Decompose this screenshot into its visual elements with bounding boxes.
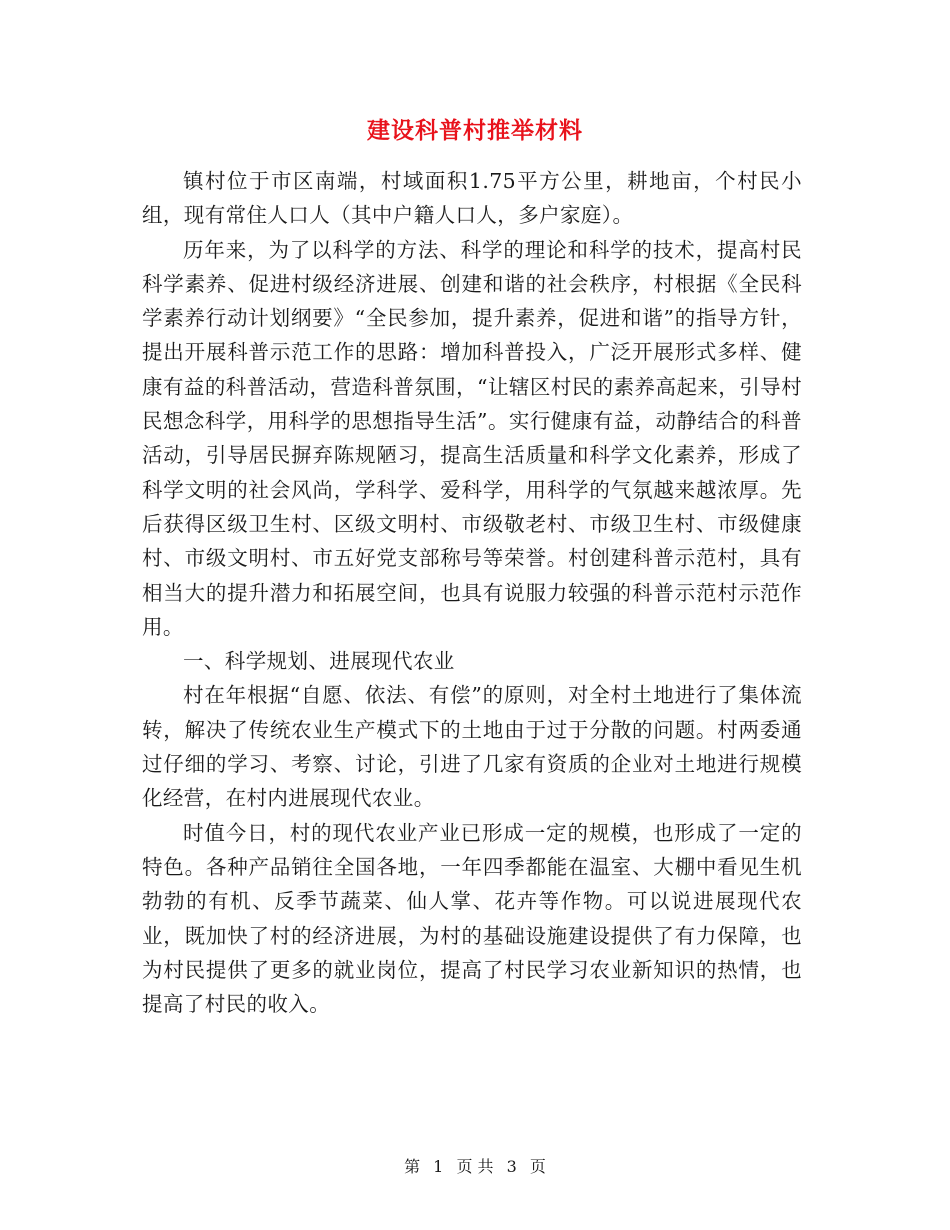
footer-middle: 页 共 [456,1157,494,1176]
footer-total-pages: 3 [506,1157,517,1176]
paragraph-location: 镇村位于市区南端，村域面积1.75平方公里，耕地亩，个村民小组，现有常住人口人（其中户籍人口人，多户家庭）。 [142,169,802,228]
paragraph-history: 历年来，为了以科学的方法、科学的理论和科学的技术，提高村民科学素养、促进村级经济进展、创建和谐的社会秩序，村根据《全民科学素养行动计划纲要》“全民参加，提升素养，促进和谐”的指导方针，提出开展科普示范工作的思路：增加科普投入，广泛开展形式多样、健康有益的科普活动，营造科普氛围，“让辖区村民的素养高起来，引导村民想念科学，用科学的思想指导生活”。实行健康有益，动静结合的科普活动，引导居民摒弃陈规陋习，提高生活质量和科学文化素养，形成了科学文明的社会风尚，学科学、爱科学，用科学的气氛越来越浓厚。先后获得区级卫生村、区级文明村、市级敬老村、市级卫生村、市级健康村、市级文明村、市五好党支部称号等荣誉。村创建科普示范村，具有相当大的提升潜力和拓展空间，也具有说服力较强的科普示范村示范作用。 [142,237,802,639]
footer-prefix: 第 [404,1157,421,1176]
footer-suffix: 页 [529,1157,546,1176]
page-footer [0,1154,950,1177]
paragraph-land-transfer: 村在年根据“自愿、依法、有偿”的原则，对全村土地进行了集体流转，解决了传统农业生产模式下的土地由于过于分散的问题。村两委通过仔细的学习、考察、讨论，引进了几家有资质的企业对土地进行规模化经营，在村内进展现代农业。 [142,683,802,811]
footer-page-number: 1 [433,1157,444,1176]
section-heading-agriculture: 一、科学规划、进展现代农业 [183,649,455,674]
document-body [142,164,802,1021]
paragraph-modern-agriculture: 时值今日，村的现代农业产业已形成一定的规模，也形成了一定的特色。各种产品销往全国各地，一年四季都能在温室、大棚中看见生机勃勃的有机、反季节蔬菜、仙人掌、花卉等作物。可以说进展现代农业，既加快了村的经济进展，为村的基础设施建设提供了有力保障，也为村民提供了更多的就业岗位，提高了村民学习农业新知识的热情，也提高了村民的收入。 [142,820,802,1017]
document-title: 建设科普村推举材料 [367,117,583,144]
